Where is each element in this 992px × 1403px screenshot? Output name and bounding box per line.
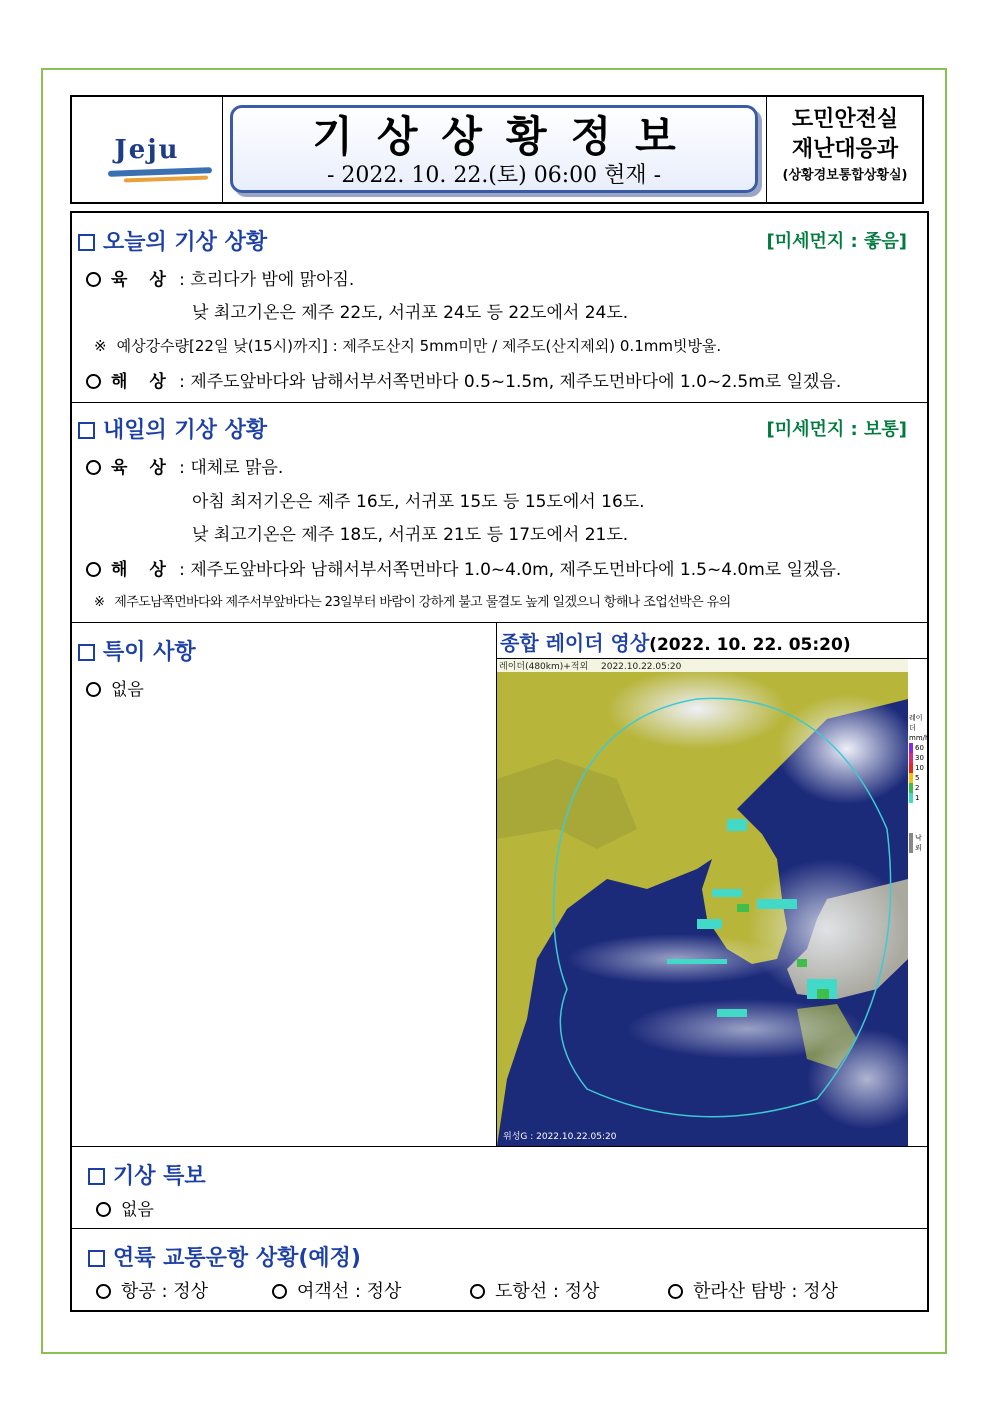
- tomorrow-title: 내일의 기상 상황: [78, 413, 267, 444]
- today-rain-note: ※ 예상강수량[22일 낮(15시)까지] : 제주도산지 5mm미만 / 제주도(산지제외) 0.1mm빗방울.: [94, 337, 722, 355]
- dept-name-2: 재난대응과: [791, 137, 899, 162]
- traffic-item-air: 항공 : 정상: [96, 1277, 208, 1303]
- warning-title: 기상 특보: [88, 1159, 206, 1190]
- radar-legend: [909, 713, 930, 853]
- tomorrow-sea: 해 상 : 제주도앞바다와 남해서부서쪽먼바다 1.0~4.0m, 제주도먼바다에 1.5~4.0m로 일겠음.: [86, 555, 841, 580]
- today-dust: [미세먼지 : 좋음]: [766, 231, 907, 252]
- tomorrow-dust: [미세먼지 : 보통]: [766, 419, 907, 440]
- traffic-item-ferry: 여객선 : 정상: [272, 1277, 401, 1303]
- tomorrow-land-min: 아침 최저기온은 제주 16도, 서귀포 15도 등 15도에서 16도.: [192, 492, 645, 512]
- warning-section: [72, 1147, 927, 1229]
- warning-item: 없음: [96, 1195, 154, 1220]
- legend-value: 60: [909, 743, 927, 753]
- circle-icon: [86, 374, 101, 389]
- radar-top-label: 레이더(480km)+적외: [499, 662, 589, 672]
- traffic-section: [72, 1229, 927, 1310]
- checkbox-icon: [78, 644, 95, 661]
- circle-icon: [668, 1284, 683, 1299]
- legend-value: 5: [909, 773, 927, 783]
- logo-text: Jeju: [114, 134, 180, 165]
- title-box: [230, 105, 758, 193]
- today-title: 오늘의 기상 상황: [78, 225, 267, 256]
- circle-icon: [96, 1202, 111, 1217]
- traffic-item-hallasan: 한라산 탐방 : 정상: [668, 1277, 838, 1303]
- checkbox-icon: [78, 422, 95, 439]
- special-item: 없음: [86, 675, 144, 700]
- traffic-item-island-ferry: 도항선 : 정상: [470, 1277, 599, 1303]
- circle-icon: [96, 1284, 111, 1299]
- tomorrow-sea-note: ※ 제주도남쪽먼바다와 제주서부앞바다는 23일부터 바람이 강하게 불고 물결도 높게 일겠으니 항해나 조업선박은 유의: [94, 595, 731, 610]
- legend-value: 2: [909, 783, 927, 793]
- document-title: 기상상황정보: [312, 112, 700, 161]
- document-date: - 2022. 10. 22.(토) 06:00 현재 -: [326, 163, 662, 188]
- dept-name-3: (상황경보통합상황실): [782, 168, 908, 183]
- main-table: [70, 211, 929, 1312]
- radar-top-time: 2022.10.22.05:20: [601, 662, 682, 672]
- special-title: 특이 사항: [78, 635, 196, 666]
- legend-title: 레이더: [909, 714, 923, 732]
- traffic-title: 연륙 교통운항 상황(예정): [88, 1241, 361, 1272]
- tomorrow-land-max: 낮 최고기온은 제주 18도, 서귀포 21도 등 17도에서 21도.: [192, 525, 629, 545]
- tomorrow-section: [72, 403, 927, 623]
- today-section: [72, 213, 927, 403]
- circle-icon: [86, 562, 101, 577]
- radar-satellite-image: [496, 659, 908, 1146]
- circle-icon: [470, 1284, 485, 1299]
- circle-icon: [86, 272, 101, 287]
- checkbox-icon: [88, 1168, 105, 1185]
- legend-extra: 낙뢰: [909, 833, 927, 853]
- circle-icon: [272, 1284, 287, 1299]
- legend-unit: mm/h: [909, 734, 930, 742]
- radar-bottom-label: 위성G : 2022.10.22.05:20: [503, 1132, 617, 1142]
- legend-value: 30: [909, 753, 927, 763]
- dept-name-1: 도민안전실: [791, 107, 899, 132]
- tomorrow-land: 육 상 : 대체로 맑음.: [86, 453, 283, 478]
- legend-value: 1: [909, 793, 927, 803]
- jeju-logo: [72, 97, 223, 202]
- checkbox-icon: [78, 234, 95, 251]
- today-land: 육 상 : 흐리다가 밤에 맑아짐.: [86, 265, 354, 290]
- legend-value: 10: [909, 763, 927, 773]
- circle-icon: [86, 682, 101, 697]
- circle-icon: [86, 460, 101, 475]
- today-sea: 해 상 : 제주도앞바다와 남해서부서쪽먼바다 0.5~1.5m, 제주도먼바다에 1.0~2.5m로 일겠음.: [86, 367, 841, 392]
- document-header: [70, 95, 924, 204]
- radar-title: 종합 레이더 영상(2022. 10. 22. 05:20): [500, 631, 851, 655]
- department-cell: [766, 97, 923, 202]
- checkbox-icon: [88, 1250, 105, 1267]
- today-land-temp: 낮 최고기온은 제주 22도, 서귀포 24도 등 22도에서 24도.: [192, 303, 629, 323]
